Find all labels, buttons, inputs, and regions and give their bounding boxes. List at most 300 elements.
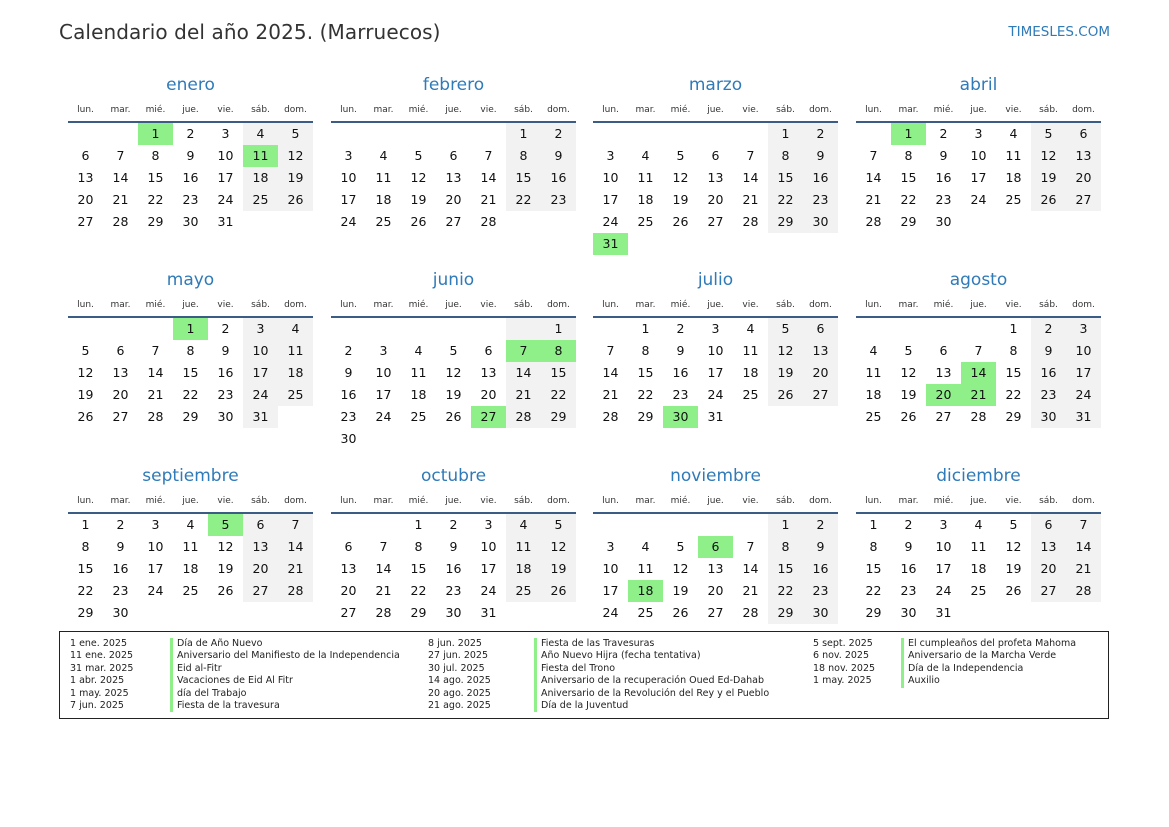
empty-cell: [471, 318, 506, 340]
day-cell: 21: [480, 192, 497, 207]
day-cell: 9: [803, 536, 838, 558]
weekday-label: vie.: [742, 105, 759, 115]
day-cell: 30: [900, 605, 917, 620]
month-agosto: [856, 205, 1101, 428]
day-cell: 1: [1009, 321, 1018, 336]
empty-cell: [68, 123, 103, 145]
day-cell: 12: [217, 539, 234, 554]
empty-cell: [103, 318, 138, 340]
day-cell: 15: [900, 170, 917, 185]
holiday-name: Auxilio: [901, 675, 940, 687]
day-cell: 26: [672, 605, 689, 620]
day-cell: 30: [445, 605, 462, 620]
empty-cell: [68, 318, 103, 340]
day-cell: 26: [1031, 189, 1066, 211]
day-cell: 15: [1005, 365, 1022, 380]
empty-cell: [471, 123, 506, 145]
weekday-label: lun.: [340, 496, 357, 506]
day-cell: 5: [81, 343, 90, 358]
weekday-header: [856, 297, 1101, 314]
day-cell: 14: [506, 362, 541, 384]
weekday-label: mié.: [670, 105, 691, 115]
day-cell: 25: [742, 387, 759, 402]
day-cell: 22: [77, 583, 94, 598]
day-cell: 30: [663, 406, 698, 428]
day-cell: 21: [742, 583, 759, 598]
day-cell: 24: [935, 583, 952, 598]
day-cell: 16: [340, 387, 357, 402]
day-cell: 19: [1005, 561, 1022, 576]
day-grid: [856, 514, 1101, 624]
weekday-label: mié.: [670, 300, 691, 310]
day-cell: 10: [375, 365, 392, 380]
weekday-label: lun.: [602, 300, 619, 310]
weekday-label: vie.: [1005, 300, 1022, 310]
weekday-label: lun.: [340, 300, 357, 310]
day-cell: 14: [1066, 536, 1101, 558]
day-cell: 28: [742, 214, 759, 229]
day-cell: 21: [742, 192, 759, 207]
weekday-header: [68, 493, 313, 510]
month-febrero: [331, 10, 576, 233]
month-name: agosto: [949, 270, 1008, 290]
day-cell: 8: [1009, 343, 1018, 358]
day-cell: 22: [541, 384, 576, 406]
day-cell: 25: [243, 189, 278, 211]
day-cell: 9: [449, 539, 458, 554]
weekday-label: mié.: [670, 496, 691, 506]
month-diciembre: [856, 401, 1101, 624]
weekday-label: mar.: [110, 496, 131, 506]
empty-cell: [331, 123, 366, 145]
day-cell: 12: [445, 365, 462, 380]
day-cell: 11: [1005, 148, 1022, 163]
day-cell: 26: [445, 409, 462, 424]
day-cell: 25: [375, 214, 392, 229]
legend-item: [70, 663, 400, 675]
day-cell: 30: [340, 431, 357, 446]
weekday-label: lun.: [602, 496, 619, 506]
legend-item: [428, 650, 769, 662]
day-cell: 12: [77, 365, 94, 380]
weekday-label: lun.: [865, 496, 882, 506]
day-cell: 17: [970, 170, 987, 185]
weekday-label: jue.: [970, 105, 987, 115]
day-cell: 3: [221, 126, 230, 141]
day-cell: 16: [217, 365, 234, 380]
weekday-label: mar.: [635, 300, 656, 310]
day-cell: 15: [865, 561, 882, 576]
day-cell: 7: [151, 343, 160, 358]
day-cell: 19: [278, 167, 313, 189]
day-cell: 23: [340, 409, 357, 424]
empty-cell: [663, 514, 698, 536]
day-cell: 23: [112, 583, 129, 598]
day-cell: 29: [768, 211, 803, 233]
weekday-label: mar.: [110, 300, 131, 310]
day-cell: 8: [414, 539, 423, 554]
day-cell: 11: [375, 170, 392, 185]
weekday-label: dom.: [1072, 300, 1095, 310]
day-cell: 18: [970, 561, 987, 576]
day-cell: 7: [869, 148, 878, 163]
day-cell: 5: [676, 539, 685, 554]
day-cell: 17: [147, 561, 164, 576]
day-cell: 25: [410, 409, 427, 424]
day-cell: 1: [173, 318, 208, 340]
holiday-date: 1 abr. 2025: [70, 675, 125, 687]
day-cell: 5: [449, 343, 458, 358]
day-cell: 21: [147, 387, 164, 402]
day-cell: 20: [803, 362, 838, 384]
weekday-header: [593, 102, 838, 119]
day-cell: 14: [375, 561, 392, 576]
legend-column: [813, 638, 1076, 688]
day-cell: 18: [637, 192, 654, 207]
day-cell: 22: [506, 189, 541, 211]
day-cell: 4: [1009, 126, 1018, 141]
legend-item: [70, 700, 400, 712]
weekday-label: sáb.: [514, 496, 533, 506]
weekday-header: [856, 102, 1101, 119]
empty-cell: [366, 318, 401, 340]
day-cell: 27: [77, 214, 94, 229]
day-cell: 10: [340, 170, 357, 185]
day-cell: 2: [803, 123, 838, 145]
day-cell: 2: [541, 123, 576, 145]
weekday-label: dom.: [1072, 496, 1095, 506]
day-cell: 24: [147, 583, 164, 598]
empty-cell: [926, 318, 961, 340]
day-cell: 25: [278, 384, 313, 406]
day-cell: 18: [182, 561, 199, 576]
day-cell: 15: [77, 561, 94, 576]
day-cell: 18: [1005, 170, 1022, 185]
holiday-date: 27 jun. 2025: [428, 650, 489, 662]
month-abril: [856, 10, 1101, 233]
weekday-label: vie.: [1005, 496, 1022, 506]
day-cell: 16: [112, 561, 129, 576]
day-cell: 22: [900, 192, 917, 207]
day-cell: 2: [186, 126, 195, 141]
month-enero: [68, 10, 313, 233]
day-cell: 18: [865, 387, 882, 402]
day-cell: 15: [768, 558, 803, 580]
weekday-label: mié.: [408, 105, 429, 115]
day-cell: 27: [243, 580, 278, 602]
day-cell: 4: [379, 148, 388, 163]
month-name: julio: [697, 270, 734, 290]
day-cell: 22: [182, 387, 199, 402]
day-cell: 24: [602, 605, 619, 620]
day-cell: 19: [1031, 167, 1066, 189]
day-cell: 1: [81, 517, 90, 532]
empty-cell: [436, 123, 471, 145]
day-cell: 19: [541, 558, 576, 580]
holiday-date: 31 mar. 2025: [70, 662, 134, 674]
day-grid: [68, 514, 313, 624]
day-cell: 12: [541, 536, 576, 558]
day-cell: 16: [672, 365, 689, 380]
day-cell: 29: [410, 605, 427, 620]
weekday-label: sáb.: [1039, 300, 1058, 310]
day-cell: 18: [506, 558, 541, 580]
day-cell: 15: [541, 362, 576, 384]
day-cell: 24: [340, 214, 357, 229]
day-cell: 6: [1066, 123, 1101, 145]
day-cell: 9: [541, 145, 576, 167]
month-octubre: [331, 401, 576, 624]
day-cell: 24: [1066, 384, 1101, 406]
day-cell: 26: [77, 409, 94, 424]
day-cell: 6: [711, 148, 720, 163]
empty-cell: [401, 318, 436, 340]
day-cell: 13: [77, 170, 94, 185]
empty-cell: [663, 123, 698, 145]
legend-item: [428, 700, 769, 712]
day-cell: 19: [672, 583, 689, 598]
weekday-label: dom.: [547, 300, 570, 310]
day-cell: 11: [278, 340, 313, 362]
holiday-name: Vacaciones de Eid Al Fitr: [170, 675, 293, 687]
weekday-label: lun.: [340, 105, 357, 115]
day-cell: 17: [480, 561, 497, 576]
day-cell: 31: [707, 409, 724, 424]
day-cell: 24: [480, 583, 497, 598]
day-cell: 16: [541, 167, 576, 189]
day-cell: 9: [939, 148, 948, 163]
day-cell: 8: [904, 148, 913, 163]
day-cell: 6: [449, 148, 458, 163]
day-cell: 20: [77, 192, 94, 207]
day-cell: 30: [112, 605, 129, 620]
day-cell: 25: [182, 583, 199, 598]
legend-item: [70, 650, 400, 662]
month-name: febrero: [422, 75, 485, 95]
holiday-name: El cumpleaños del profeta Mahoma: [901, 638, 1076, 650]
day-cell: 1: [768, 123, 803, 145]
day-cell: 17: [1066, 362, 1101, 384]
holiday-name: Fiesta de las Travesuras: [534, 638, 654, 650]
day-cell: 15: [182, 365, 199, 380]
day-cell: 9: [116, 539, 125, 554]
day-cell: 22: [768, 580, 803, 602]
legend-item: [813, 650, 1076, 662]
day-cell: 28: [278, 580, 313, 602]
day-cell: 28: [147, 409, 164, 424]
day-cell: 30: [935, 214, 952, 229]
page-title: Calendario del año 2025. (Marruecos): [59, 20, 441, 44]
day-cell: 17: [602, 583, 619, 598]
day-cell: 3: [344, 148, 353, 163]
empty-cell: [733, 514, 768, 536]
empty-cell: [593, 123, 628, 145]
day-cell: 20: [1031, 558, 1066, 580]
day-cell: 15: [768, 167, 803, 189]
day-cell: 3: [379, 343, 388, 358]
holiday-date: 1 ene. 2025: [70, 638, 127, 649]
day-cell: 14: [602, 365, 619, 380]
day-cell: 22: [410, 583, 427, 598]
day-cell: 9: [803, 145, 838, 167]
day-cell: 30: [1031, 406, 1066, 428]
day-cell: 23: [182, 192, 199, 207]
empty-cell: [103, 123, 138, 145]
legend-item: [70, 638, 400, 650]
empty-cell: [138, 318, 173, 340]
day-cell: 10: [147, 539, 164, 554]
weekday-label: jue.: [707, 300, 724, 310]
empty-cell: [436, 318, 471, 340]
weekday-label: mar.: [635, 105, 656, 115]
day-cell: 21: [961, 384, 996, 406]
day-cell: 4: [243, 123, 278, 145]
day-cell: 14: [480, 170, 497, 185]
day-cell: 20: [480, 387, 497, 402]
holiday-date: 14 ago. 2025: [428, 675, 491, 687]
day-cell: 22: [1005, 387, 1022, 402]
day-cell: 1: [891, 123, 926, 145]
day-cell: 6: [344, 539, 353, 554]
day-cell: 11: [182, 539, 199, 554]
month-name: noviembre: [670, 466, 761, 486]
day-cell: 3: [711, 321, 720, 336]
empty-cell: [856, 123, 891, 145]
holiday-name: Eid al-Fitr: [170, 663, 222, 675]
day-cell: 12: [1005, 539, 1022, 554]
day-cell: 21: [602, 387, 619, 402]
day-cell: 24: [707, 387, 724, 402]
day-cell: 3: [484, 517, 493, 532]
holiday-name: Día de la Juventud: [534, 700, 628, 712]
legend-item: [813, 638, 1076, 650]
weekday-label: lun.: [77, 300, 94, 310]
day-cell: 10: [935, 539, 952, 554]
day-cell: 26: [278, 189, 313, 211]
weekday-label: dom.: [284, 496, 307, 506]
brand-link[interactable]: TIMESLES.COM: [1008, 24, 1110, 40]
weekday-label: jue.: [707, 496, 724, 506]
holiday-date: 30 jul. 2025: [428, 662, 485, 674]
day-cell: 28: [602, 409, 619, 424]
weekday-label: vie.: [217, 496, 234, 506]
weekday-label: lun.: [865, 300, 882, 310]
day-cell: 5: [676, 148, 685, 163]
day-cell: 12: [672, 170, 689, 185]
day-cell: 21: [112, 192, 129, 207]
day-cell: 7: [116, 148, 125, 163]
empty-cell: [366, 514, 401, 536]
day-cell: 1: [641, 321, 650, 336]
day-cell: 5: [768, 318, 803, 340]
day-cell: 31: [243, 406, 278, 428]
day-cell: 8: [151, 148, 160, 163]
legend-item: [813, 663, 1076, 675]
empty-cell: [698, 123, 733, 145]
day-cell: 29: [182, 409, 199, 424]
day-cell: 19: [410, 192, 427, 207]
day-cell: 9: [676, 343, 685, 358]
weekday-label: dom.: [284, 300, 307, 310]
day-cell: 25: [637, 214, 654, 229]
holiday-name: Aniversario de la recuperación Oued Ed-Dahab: [534, 675, 764, 687]
weekday-header: [68, 297, 313, 314]
day-cell: 5: [541, 514, 576, 536]
weekday-label: sáb.: [776, 105, 795, 115]
day-cell: 15: [147, 170, 164, 185]
day-cell: 14: [742, 561, 759, 576]
weekday-label: mar.: [898, 496, 919, 506]
day-cell: 7: [278, 514, 313, 536]
legend-item: [70, 675, 400, 687]
weekday-label: jue.: [970, 496, 987, 506]
day-cell: 4: [746, 321, 755, 336]
day-cell: 14: [742, 170, 759, 185]
holiday-date: 5 sept. 2025: [813, 638, 873, 649]
day-cell: 11: [410, 365, 427, 380]
empty-cell: [401, 123, 436, 145]
day-cell: 20: [340, 583, 357, 598]
day-cell: 27: [803, 384, 838, 406]
day-cell: 16: [935, 170, 952, 185]
day-cell: 4: [186, 517, 195, 532]
day-cell: 2: [904, 517, 913, 532]
day-cell: 28: [112, 214, 129, 229]
day-grid: [331, 514, 576, 624]
day-cell: 12: [1031, 145, 1066, 167]
day-cell: 2: [449, 517, 458, 532]
weekday-label: mar.: [110, 105, 131, 115]
day-cell: 12: [768, 340, 803, 362]
day-cell: 7: [974, 343, 983, 358]
day-cell: 10: [707, 343, 724, 358]
day-cell: 4: [869, 343, 878, 358]
weekday-label: vie.: [217, 105, 234, 115]
weekday-label: sáb.: [776, 300, 795, 310]
day-cell: 3: [243, 318, 278, 340]
day-cell: 9: [1031, 340, 1066, 362]
day-cell: 23: [1031, 384, 1066, 406]
weekday-label: sáb.: [251, 496, 270, 506]
day-cell: 29: [147, 214, 164, 229]
day-cell: 13: [340, 561, 357, 576]
day-cell: 11: [243, 145, 278, 167]
day-cell: 11: [637, 170, 654, 185]
day-cell: 6: [698, 536, 733, 558]
day-cell: 29: [1005, 409, 1022, 424]
weekday-label: vie.: [480, 300, 497, 310]
holiday-date: 7 jun. 2025: [70, 699, 124, 711]
day-cell: 13: [1031, 536, 1066, 558]
day-cell: 30: [803, 602, 838, 624]
empty-cell: [331, 318, 366, 340]
empty-cell: [628, 123, 663, 145]
weekday-label: vie.: [742, 300, 759, 310]
day-cell: 21: [865, 192, 882, 207]
day-cell: 17: [340, 192, 357, 207]
day-cell: 3: [606, 539, 615, 554]
weekday-label: sáb.: [1039, 496, 1058, 506]
day-cell: 29: [637, 409, 654, 424]
weekday-label: jue.: [182, 496, 199, 506]
day-cell: 7: [746, 539, 755, 554]
day-cell: 3: [606, 148, 615, 163]
weekday-header: [331, 102, 576, 119]
day-cell: 5: [414, 148, 423, 163]
empty-cell: [593, 318, 628, 340]
day-cell: 6: [243, 514, 278, 536]
day-cell: 27: [340, 605, 357, 620]
